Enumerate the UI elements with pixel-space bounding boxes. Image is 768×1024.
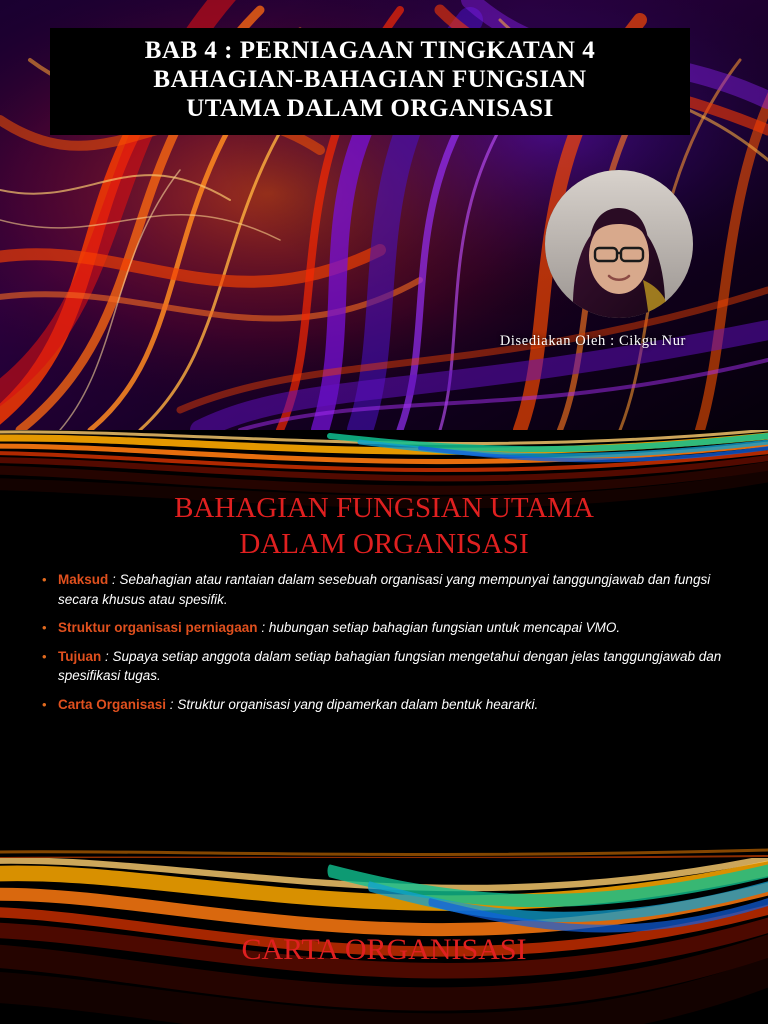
list-item-separator: : xyxy=(108,572,120,587)
list-item xyxy=(38,647,738,686)
slide-1-credit: Disediakan Oleh : Cikgu Nur xyxy=(499,333,686,349)
slide-1 xyxy=(0,0,768,430)
list-item-separator: : xyxy=(166,696,178,712)
slide-1-title-block xyxy=(50,28,690,135)
slide-2 xyxy=(0,430,768,858)
list-item-description: hubungan setiap bahagian fungsian untuk mencapai VMO. xyxy=(268,620,621,636)
slide-2-heading xyxy=(0,490,768,563)
list-item xyxy=(38,570,738,609)
slide-1-title-line-3: UTAMA DALAM ORGANISASI xyxy=(186,95,554,122)
slide-2-heading-line-1: BAHAGIAN FUNGSIAN UTAMA xyxy=(174,492,594,524)
slide-2-bullet-list xyxy=(38,570,738,723)
slide-2-heading-line-2: DALAM ORGANISASI xyxy=(239,528,529,561)
list-item-term: Carta Organisasi xyxy=(58,696,167,712)
list-item-separator: : xyxy=(101,648,113,664)
list-item-term: Maksud xyxy=(58,572,109,587)
list-item-term: Tujuan xyxy=(58,648,102,664)
avatar xyxy=(545,170,693,318)
list-item-description: Sebahagian atau rantaian dalam sesebuah organisasi yang mempunyai tanggungjawab dan fungsi secara khusus atau spesifik. xyxy=(58,572,711,607)
list-item-description: Supaya setiap anggota dalam setiap bahagian fungsian mengetahui dengan jelas tanggungjawab dan spesifikasi tugas. xyxy=(58,648,722,684)
bullet-icon: • xyxy=(42,648,47,664)
slide-1-title-line-2: BAHAGIAN-BAHAGIAN FUNGSIAN xyxy=(153,66,587,93)
list-item-separator: : xyxy=(257,620,269,636)
portrait-photo-icon xyxy=(545,170,693,318)
bullet-icon: • xyxy=(42,620,47,636)
list-item-term: Struktur organisasi perniagaan xyxy=(58,620,258,636)
slide-1-title-line-1: BAB 4 : PERNIAGAAN TINGKATAN 4 xyxy=(144,37,596,64)
slide-3-heading: CARTA ORGANISASI xyxy=(241,933,527,966)
list-item xyxy=(38,695,738,715)
list-item xyxy=(38,618,738,638)
bullet-icon: • xyxy=(42,696,47,712)
slide-3 xyxy=(0,858,768,1024)
list-item-description: Struktur organisasi yang dipamerkan dalam bentuk heararki. xyxy=(177,696,539,712)
bullet-icon: • xyxy=(42,572,47,587)
